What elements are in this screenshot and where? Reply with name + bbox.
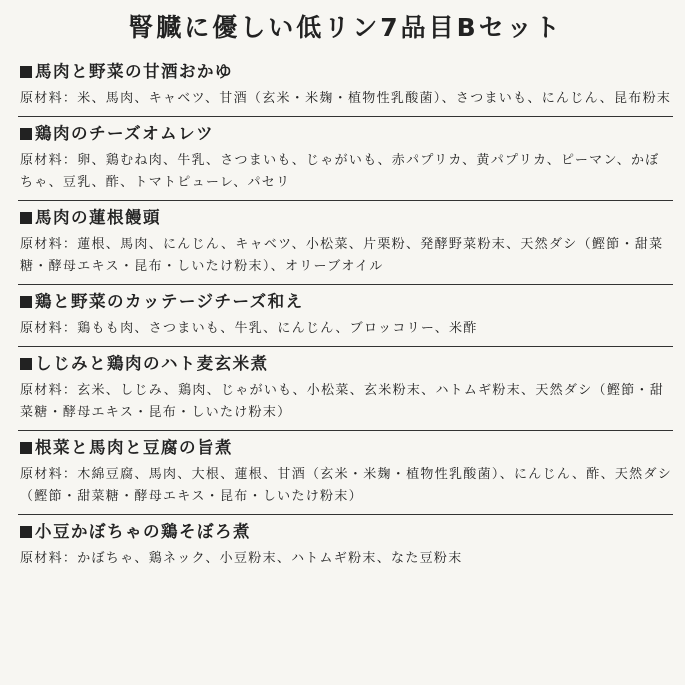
square-bullet-icon bbox=[20, 128, 32, 140]
menu-item bbox=[18, 291, 673, 347]
menu-item-heading bbox=[20, 123, 673, 145]
square-bullet-icon bbox=[20, 526, 32, 538]
menu-item bbox=[18, 437, 673, 515]
menu-item bbox=[18, 207, 673, 285]
square-bullet-icon bbox=[20, 66, 32, 78]
menu-item bbox=[18, 353, 673, 431]
menu-item-name: 鶏と野菜のカッテージチーズ和え bbox=[35, 292, 304, 311]
square-bullet-icon bbox=[20, 358, 32, 370]
menu-item-ingredients: 原材料：蓮根、馬肉、にんじん、キャベツ、小松菜、片栗粉、発酵野菜粉末、天然ダシ（鰹節・甜菜糖・酵母エキス・昆布・しいたけ粉末）、オリーブオイル bbox=[20, 237, 664, 274]
menu-item-ingredients: 原材料：米、馬肉、キャベツ、甘酒（玄米・米麹・植物性乳酸菌）、さつまいも、にんじん、昆布粉末 bbox=[20, 91, 672, 106]
menu-item bbox=[18, 61, 673, 117]
menu-item-name: しじみと鶏肉のハト麦玄米煮 bbox=[35, 354, 269, 373]
menu-item-heading bbox=[20, 291, 673, 313]
menu-item-name: 小豆かぼちゃの鶏そぼろ煮 bbox=[35, 522, 251, 541]
menu-item bbox=[18, 123, 673, 201]
menu-item-ingredients: 原材料：木綿豆腐、馬肉、大根、蓮根、甘酒（玄米・米麹・植物性乳酸菌）、にんじん、酢、天然ダシ（鰹節・甜菜糖・酵母エキス・昆布・しいたけ粉末） bbox=[20, 467, 673, 504]
menu-item-ingredients: 原材料：玄米、しじみ、鶏肉、じゃがいも、小松菜、玄米粉末、ハトムギ粉末、天然ダシ（鰹節・甜菜糖・酵母エキス・昆布・しいたけ粉末） bbox=[20, 383, 665, 420]
menu-item-heading bbox=[20, 521, 673, 543]
menu-item-name: 馬肉の蓮根饅頭 bbox=[35, 208, 161, 227]
square-bullet-icon bbox=[20, 296, 32, 308]
menu-item-ingredients: 原材料：かぼちゃ、鶏ネック、小豆粉末、ハトムギ粉末、なた豆粉末 bbox=[20, 551, 463, 566]
menu-item-name: 根菜と馬肉と豆腐の旨煮 bbox=[35, 438, 233, 457]
menu-item-name: 鶏肉のチーズオムレツ bbox=[35, 124, 215, 143]
menu-item-ingredients: 原材料：鶏もも肉、さつまいも、牛乳、にんじん、ブロッコリー、米酢 bbox=[20, 321, 478, 336]
square-bullet-icon bbox=[20, 212, 32, 224]
menu-item-heading bbox=[20, 353, 673, 375]
menu-item-name: 馬肉と野菜の甘酒おかゆ bbox=[35, 62, 233, 81]
menu-item-heading bbox=[20, 61, 673, 83]
menu-item bbox=[18, 521, 673, 576]
menu-item-ingredients: 原材料：卵、鶏むね肉、牛乳、さつまいも、じゃがいも、赤パプリカ、黄パプリカ、ピーマン、かぼちゃ、豆乳、酢、トマトピューレ、パセリ bbox=[20, 153, 660, 190]
page-title: 腎臓に優しい低リン7品目Bセット bbox=[128, 13, 563, 42]
square-bullet-icon bbox=[20, 442, 32, 454]
menu-item-heading bbox=[20, 207, 673, 229]
menu-item-heading bbox=[20, 437, 673, 459]
